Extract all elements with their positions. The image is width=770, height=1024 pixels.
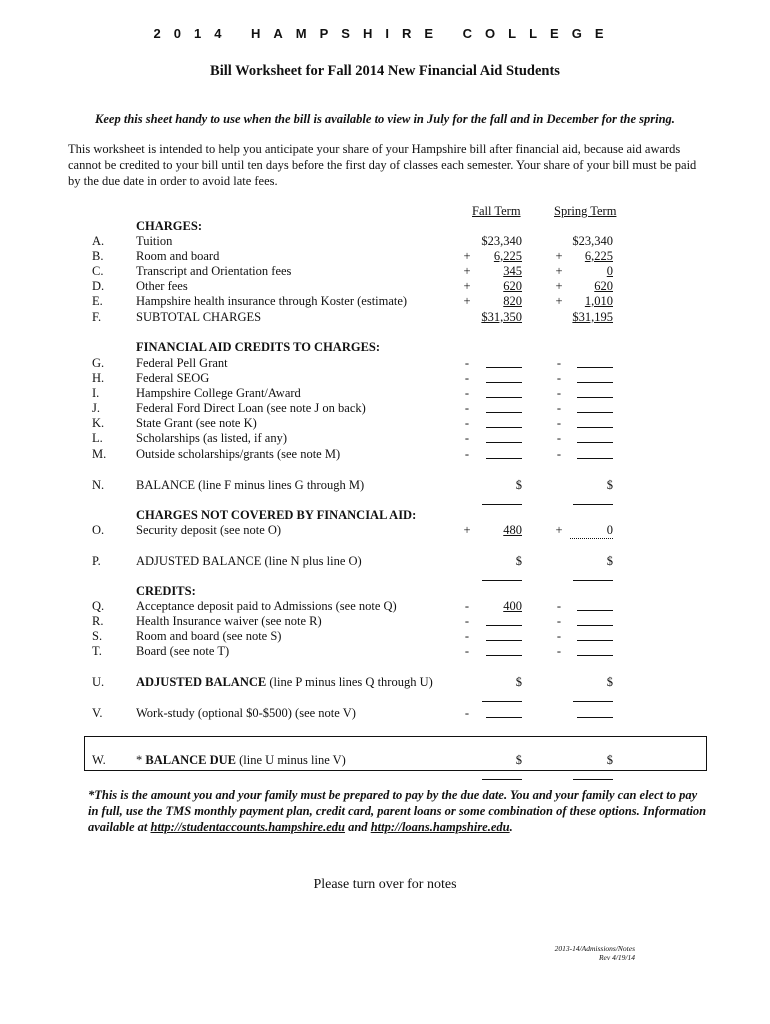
row-letter: M. bbox=[92, 447, 107, 461]
college-heading: 2014 HAMPSHIRE COLLEGE bbox=[153, 26, 617, 41]
row-letter: D. bbox=[92, 279, 105, 293]
row-letter: L. bbox=[92, 431, 103, 445]
spring-operator: - bbox=[556, 447, 562, 461]
fall-operator: - bbox=[464, 416, 470, 430]
fall-value: 400 bbox=[503, 599, 522, 613]
spring-operator: - bbox=[556, 431, 562, 445]
spring-operator: - bbox=[556, 614, 562, 628]
spring-blank-line[interactable] bbox=[573, 768, 613, 780]
row-label: Room and board bbox=[136, 249, 220, 263]
row-letter: P. bbox=[92, 554, 101, 568]
fall-value: 820 bbox=[503, 294, 522, 308]
dollar-sign: $ bbox=[606, 554, 613, 568]
turn-over-note: Please turn over for notes bbox=[313, 877, 457, 892]
row-label: Transcript and Orientation fees bbox=[136, 264, 292, 278]
keep-instruction: Keep this sheet handy to use when the bill is available to view in July for the fall and in December for the spring. bbox=[95, 112, 675, 126]
note-text-1: *This is the amount you and your family must be prepared to pay by the due date. You and your family can elect to pay in full, use the TMS monthly payment plan, credit card, parent loans or some combination of these options. Information available at bbox=[88, 788, 707, 834]
row-r bbox=[0, 614, 770, 630]
row-s bbox=[0, 629, 770, 645]
spring-blank-line[interactable] bbox=[577, 401, 613, 413]
fall-operator: - bbox=[464, 401, 470, 415]
fall-operator: - bbox=[464, 599, 470, 613]
fall-operator: - bbox=[464, 644, 470, 658]
spring-operator: - bbox=[556, 401, 562, 415]
row-letter: F. bbox=[92, 310, 102, 324]
spring-value: 6,225 bbox=[584, 249, 613, 263]
row-label: Health Insurance waiver (see note R) bbox=[136, 614, 322, 628]
spring-value: 620 bbox=[594, 279, 613, 293]
fall-blank-line[interactable] bbox=[486, 371, 522, 383]
fall-blank-line[interactable] bbox=[482, 493, 522, 505]
spring-blank-line[interactable] bbox=[573, 690, 613, 702]
spring-operator: + bbox=[555, 264, 563, 278]
fall-operator: + bbox=[463, 294, 471, 308]
row-label: Security deposit (see note O) bbox=[136, 523, 282, 537]
row-c bbox=[0, 264, 770, 280]
spring-blank-line[interactable] bbox=[573, 569, 613, 581]
row-letter: G. bbox=[92, 356, 105, 370]
fall-blank-line[interactable] bbox=[486, 431, 522, 443]
payment-note bbox=[88, 787, 708, 835]
row-i bbox=[0, 386, 770, 402]
fall-operator: + bbox=[463, 523, 471, 537]
spring-operator: + bbox=[555, 294, 563, 308]
row-letter: K. bbox=[92, 416, 105, 430]
fall-operator: - bbox=[464, 706, 470, 720]
spring-operator: - bbox=[556, 416, 562, 430]
note-text-2: and bbox=[344, 820, 371, 834]
spring-blank-line[interactable] bbox=[577, 371, 613, 383]
spring-operator: + bbox=[555, 249, 563, 263]
spring-blank-line[interactable] bbox=[577, 706, 613, 718]
revision-line-2: Rev 4/19/14 bbox=[598, 953, 635, 962]
fall-value: $23,340 bbox=[481, 234, 522, 248]
row-letter: R. bbox=[92, 614, 104, 628]
row-label: Work-study (optional $0-$500) (see note V) bbox=[136, 706, 356, 720]
row-label: Hampshire College Grant/Award bbox=[136, 386, 301, 400]
row-letter: T. bbox=[92, 644, 102, 658]
row-m bbox=[0, 447, 770, 463]
row-letter: J. bbox=[92, 401, 100, 415]
spring-operator: + bbox=[555, 279, 563, 293]
row-label: Federal Ford Direct Loan (see note J on back) bbox=[136, 401, 366, 415]
fall-blank-line[interactable] bbox=[486, 644, 522, 656]
row-label: SUBTOTAL CHARGES bbox=[136, 310, 262, 324]
row-letter: U. bbox=[92, 675, 105, 689]
row-label-bold: BALANCE DUE bbox=[145, 753, 237, 767]
row-label: Acceptance deposit paid to Admissions (see note Q) bbox=[136, 599, 397, 613]
section-label: CREDITS: bbox=[136, 584, 196, 598]
section-charges bbox=[0, 219, 770, 235]
fall-operator: - bbox=[464, 629, 470, 643]
fall-blank-line[interactable] bbox=[486, 401, 522, 413]
row-letter: N. bbox=[92, 478, 105, 492]
row-label: ADJUSTED BALANCE (line N plus line O) bbox=[136, 554, 362, 568]
row-label: Tuition bbox=[136, 234, 173, 248]
fall-blank-line[interactable] bbox=[486, 356, 522, 368]
spring-blank-line[interactable] bbox=[577, 599, 613, 611]
fall-value: 345 bbox=[503, 264, 522, 278]
loans-link[interactable]: http://loans.hampshire.edu bbox=[370, 820, 510, 834]
spring-operator: + bbox=[555, 523, 563, 537]
spring-operator: - bbox=[556, 644, 562, 658]
student-accounts-link[interactable]: http://studentaccounts.hampshire.edu bbox=[150, 820, 345, 834]
spring-operator: - bbox=[556, 356, 562, 370]
revision-line-1: 2013-14/Admissions/Notes bbox=[554, 944, 635, 953]
row-w bbox=[0, 753, 770, 769]
section-label: CHARGES NOT COVERED BY FINANCIAL AID: bbox=[136, 508, 417, 522]
row-label: Board (see note T) bbox=[136, 644, 230, 658]
spring-blank-line[interactable] bbox=[573, 493, 613, 505]
fall-blank-line[interactable] bbox=[486, 706, 522, 718]
row-o bbox=[0, 523, 770, 539]
row-letter: V. bbox=[92, 706, 103, 720]
spring-blank-line[interactable] bbox=[577, 614, 613, 626]
row-label: Room and board (see note S) bbox=[136, 629, 282, 643]
row-t bbox=[0, 644, 770, 660]
spring-term-header: Spring Term bbox=[554, 204, 617, 218]
row-letter: H. bbox=[92, 371, 105, 385]
fall-operator: - bbox=[464, 371, 470, 385]
dollar-sign: $ bbox=[606, 753, 613, 767]
spring-value: 0 bbox=[570, 523, 613, 539]
fall-blank-line[interactable] bbox=[486, 614, 522, 626]
dollar-sign: $ bbox=[606, 675, 613, 689]
worksheet-title: Bill Worksheet for Fall 2014 New Financial Aid Students bbox=[210, 63, 560, 79]
fall-blank-line[interactable] bbox=[486, 416, 522, 428]
fall-operator: - bbox=[464, 386, 470, 400]
fall-operator: + bbox=[463, 249, 471, 263]
fall-operator: - bbox=[464, 614, 470, 628]
row-v bbox=[0, 706, 770, 722]
row-label: BALANCE (line F minus lines G through M) bbox=[136, 478, 365, 492]
row-label: State Grant (see note K) bbox=[136, 416, 257, 430]
spring-value: 1,010 bbox=[584, 294, 613, 308]
fall-term-header: Fall Term bbox=[472, 204, 521, 218]
spring-operator: - bbox=[556, 371, 562, 385]
fall-operator: - bbox=[464, 431, 470, 445]
row-label-rest: (line P minus lines Q through U) bbox=[266, 675, 433, 689]
spring-blank-line[interactable] bbox=[577, 431, 613, 443]
row-j bbox=[0, 401, 770, 417]
row-l bbox=[0, 431, 770, 447]
row-u bbox=[0, 675, 770, 691]
row-f bbox=[0, 310, 770, 326]
fall-value: $31,350 bbox=[481, 310, 522, 324]
dollar-sign: $ bbox=[606, 478, 613, 492]
row-d bbox=[0, 279, 770, 295]
spring-blank-line[interactable] bbox=[577, 447, 613, 459]
spring-blank-line[interactable] bbox=[577, 629, 613, 641]
fall-blank-line[interactable] bbox=[482, 690, 522, 702]
row-label: Federal Pell Grant bbox=[136, 356, 228, 370]
spring-value: $31,195 bbox=[572, 310, 613, 324]
section-not-covered bbox=[0, 508, 770, 524]
fall-blank-line[interactable] bbox=[486, 447, 522, 459]
row-e bbox=[0, 294, 770, 310]
row-letter: E. bbox=[92, 294, 103, 308]
fall-blank-line[interactable] bbox=[486, 629, 522, 641]
fall-value: 620 bbox=[503, 279, 522, 293]
spring-blank-line[interactable] bbox=[577, 416, 613, 428]
fall-operator: - bbox=[464, 447, 470, 461]
row-letter: S. bbox=[92, 629, 103, 643]
row-label-bold: ADJUSTED BALANCE bbox=[136, 675, 267, 689]
row-label: Scholarships (as listed, if any) bbox=[136, 431, 288, 445]
spring-operator: - bbox=[556, 386, 562, 400]
row-b bbox=[0, 249, 770, 265]
section-credits bbox=[0, 584, 770, 600]
row-letter: O. bbox=[92, 523, 105, 537]
section-label: CHARGES: bbox=[136, 219, 202, 233]
row-letter: Q. bbox=[92, 599, 105, 613]
row-letter: A. bbox=[92, 234, 105, 248]
row-letter: B. bbox=[92, 249, 104, 263]
spring-operator: - bbox=[556, 599, 562, 613]
fall-blank-line[interactable] bbox=[486, 386, 522, 398]
fall-blank-line[interactable] bbox=[482, 768, 522, 780]
dollar-sign: $ bbox=[515, 478, 522, 492]
spring-blank-line[interactable] bbox=[577, 356, 613, 368]
row-label: Outside scholarships/grants (see note M) bbox=[136, 447, 341, 461]
row-k bbox=[0, 416, 770, 432]
asterisk: * bbox=[136, 753, 146, 767]
fall-value: 6,225 bbox=[493, 249, 522, 263]
row-p bbox=[0, 554, 770, 570]
note-text-3: . bbox=[509, 820, 513, 834]
spring-operator: - bbox=[556, 629, 562, 643]
section-financial-aid bbox=[0, 340, 770, 356]
fall-operator: + bbox=[463, 264, 471, 278]
row-h bbox=[0, 371, 770, 387]
row-label: Federal SEOG bbox=[136, 371, 210, 385]
row-letter: W. bbox=[92, 753, 106, 767]
spring-value: 0 bbox=[606, 264, 613, 278]
row-label: Other fees bbox=[136, 279, 188, 293]
row-q bbox=[0, 599, 770, 615]
fall-value: 480 bbox=[503, 523, 522, 537]
row-n bbox=[0, 478, 770, 494]
dollar-sign: $ bbox=[515, 753, 522, 767]
spring-blank-line[interactable] bbox=[577, 644, 613, 656]
spring-blank-line[interactable] bbox=[577, 386, 613, 398]
revision-note bbox=[555, 944, 635, 962]
row-a bbox=[0, 234, 770, 250]
row-label-rest: (line U minus line V) bbox=[236, 753, 346, 767]
fall-operator: - bbox=[464, 356, 470, 370]
intro-paragraph: This worksheet is intended to help you anticipate your share of your Hampshire bill after financial aid, because aid awards cannot be credited to your bill until ten days before the first day of classes each semester. Your share of your bill must be paid by the due date in order to avoid late fees. bbox=[68, 142, 697, 188]
row-g bbox=[0, 356, 770, 372]
row-letter: C. bbox=[92, 264, 104, 278]
spring-value: $23,340 bbox=[572, 234, 613, 248]
fall-blank-line[interactable] bbox=[482, 569, 522, 581]
fall-operator: + bbox=[463, 279, 471, 293]
section-label: FINANCIAL AID CREDITS TO CHARGES: bbox=[136, 340, 381, 354]
row-label: Hampshire health insurance through Koster (estimate) bbox=[136, 294, 408, 308]
dollar-sign: $ bbox=[515, 554, 522, 568]
dollar-sign: $ bbox=[515, 675, 522, 689]
row-letter: I. bbox=[92, 386, 100, 400]
